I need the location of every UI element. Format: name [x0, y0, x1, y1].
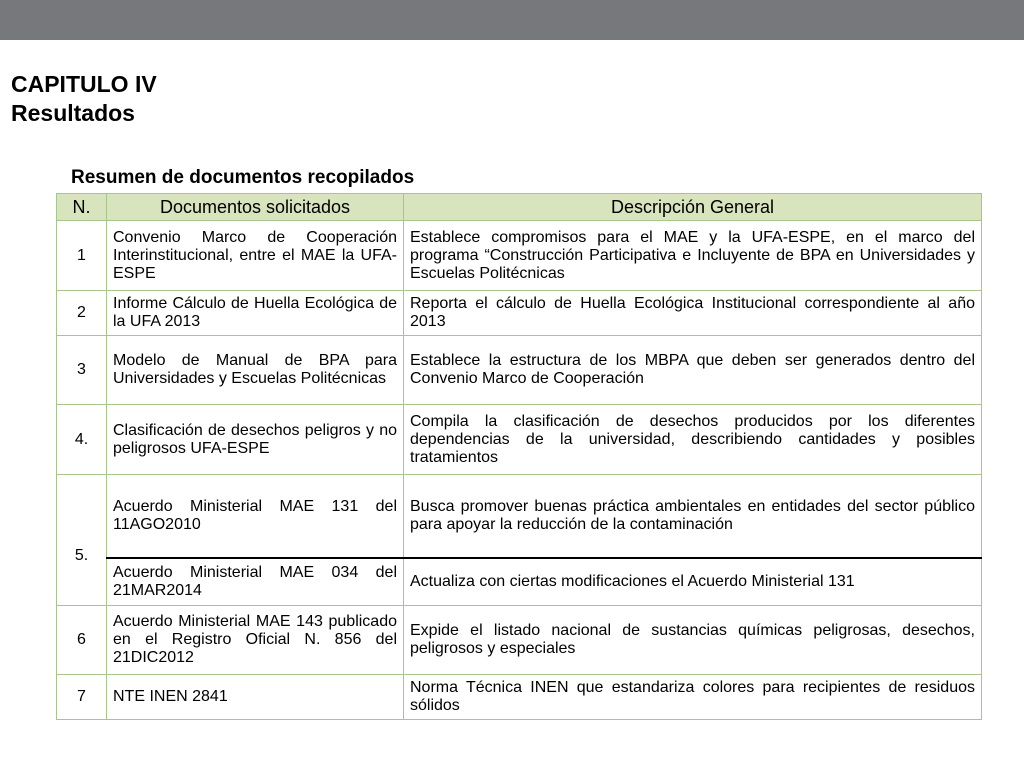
row-number: 1 [57, 221, 107, 291]
row-document: Clasificación de desechos peligros y no peligrosos UFA-ESPE [107, 405, 404, 475]
row-document: Informe Cálculo de Huella Ecológica de la UFA 2013 [107, 291, 404, 336]
table-row [57, 221, 982, 291]
row-number: 2 [57, 291, 107, 336]
chapter-title: CAPITULO IV [11, 71, 157, 97]
table-row [57, 405, 982, 475]
table-title: Resumen de documentos recopilados [71, 167, 415, 188]
row-description: Establece compromisos para el MAE y la UFA-ESPE, en el marco del programa “Construcción Participativa e Incluyente de BPA en Universidades y Escuelas Politécnicas [404, 221, 982, 291]
row-document: Acuerdo Ministerial MAE 034 del 21MAR2014 [107, 558, 404, 606]
table-row [57, 606, 982, 675]
row-document: Modelo de Manual de BPA para Universidades y Escuelas Politécnicas [107, 336, 404, 405]
documents-table [56, 193, 982, 720]
row-number: 6 [57, 606, 107, 675]
section-title: Resultados [11, 100, 135, 126]
row-description: Actualiza con ciertas modificaciones el Acuerdo Ministerial 131 [404, 558, 982, 606]
column-header-description: Descripción General [404, 194, 982, 221]
row-document: Acuerdo Ministerial MAE 131 del 11AGO2010 [107, 475, 404, 559]
row-document: NTE INEN 2841 [107, 675, 404, 720]
table-row [57, 291, 982, 336]
row-description: Norma Técnica INEN que estandariza colores para recipientes de residuos sólidos [404, 675, 982, 720]
row-number: 4. [57, 405, 107, 475]
chapter-heading [11, 70, 157, 128]
row-description: Establece la estructura de los MBPA que deben ser generados dentro del Convenio Marco de Cooperación [404, 336, 982, 405]
table-row [57, 558, 982, 606]
column-header-documents: Documentos solicitados [107, 194, 404, 221]
row-description: Busca promover buenas práctica ambientales en entidades del sector público para apoyar la reducción de la contaminación [404, 475, 982, 559]
row-document: Acuerdo Ministerial MAE 143 publicado en el Registro Oficial N. 856 del 21DIC2012 [107, 606, 404, 675]
row-description: Compila la clasificación de desechos producidos por los diferentes dependencias de la universidad, describiendo cantidades y posibles tratamientos [404, 405, 982, 475]
row-description: Reporta el cálculo de Huella Ecológica Institucional correspondiente al año 2013 [404, 291, 982, 336]
row-document: Convenio Marco de Cooperación Interinstitucional, entre el MAE la UFA-ESPE [107, 221, 404, 291]
column-header-number: N. [57, 194, 107, 221]
row-number: 7 [57, 675, 107, 720]
row-description: Expide el listado nacional de sustancias químicas peligrosas, desechos, peligrosos y especiales [404, 606, 982, 675]
top-bar [0, 0, 1024, 40]
table-row [57, 475, 982, 559]
table-header-row [57, 194, 982, 221]
table-row [57, 336, 982, 405]
table-row [57, 675, 982, 720]
row-number: 5. [57, 475, 107, 606]
row-number: 3 [57, 336, 107, 405]
